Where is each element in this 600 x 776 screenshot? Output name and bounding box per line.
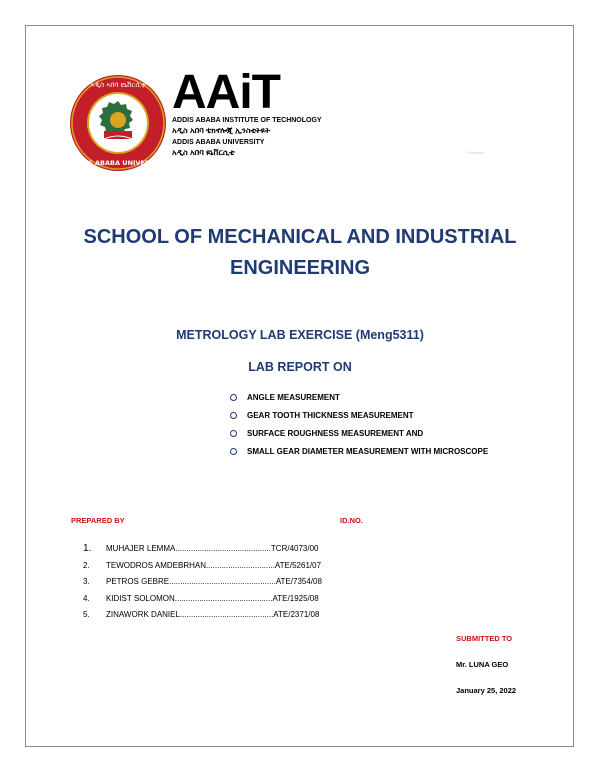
id-number-label: ID.NO. (340, 516, 363, 525)
list-item: 1. MUHAJER LEMMA...........................................TCR/4073/00 (83, 543, 319, 554)
list-item: 4. KIDIST SOLOMON............................................ATE/1925/08 (83, 593, 319, 603)
svg-text:ኣዲስ ኣበባ ዩኒቨርሲቲ: ኣዲስ ኣበባ ዩኒቨርሲቲ (90, 81, 146, 89)
brand-name: AAiT (172, 66, 280, 119)
list-item: SURFACE ROUGHNESS MEASUREMENT AND (230, 428, 500, 439)
list-item: GEAR TOOTH THICKNESS MEASUREMENT (230, 410, 500, 421)
topics-list (230, 392, 500, 464)
list-item: 5. ZINAWORK DANIEL..........................................ATE/2371/08 (83, 610, 320, 619)
school-title-line-2: ENGINEERING (229, 257, 371, 279)
list-item: 2. TEWODROS AMDEBRHAN...............................ATE/5261/07 (83, 560, 322, 570)
bullet-icon (230, 412, 237, 419)
seal-text: ADDIS ABABA UNIVERSITY (69, 159, 167, 167)
course-title: METROLOGY LAB EXERCISE (Meng5311) (176, 328, 424, 342)
prepared-by-label: PREPARED BY (71, 516, 125, 525)
submitted-to-name: Mr. LUNA GEO (456, 660, 509, 669)
report-heading: LAB REPORT ON (248, 360, 352, 374)
submission-date: January 25, 2022 (456, 686, 517, 695)
institute-name: ADDIS ABABA INSTITUTE OF TECHNOLOGY (172, 117, 322, 124)
bullet-icon (230, 430, 237, 437)
bullet-icon (230, 394, 237, 401)
university-name: ADDIS ABABA UNIVERSITY (172, 139, 265, 146)
university-seal-icon (68, 73, 168, 173)
members-list (83, 541, 403, 624)
list-item: ANGLE MEASUREMENT (230, 392, 500, 403)
university-name-amharic: አዲስ አበባ ዩኒቨርሲቲ (172, 148, 235, 157)
university-logo (68, 68, 368, 178)
list-item: SMALL GEAR DIAMETER MEASUREMENT WITH MICROSCOPE (230, 446, 500, 457)
submitted-to-label: SUBMITTED TO (456, 634, 513, 643)
bullet-icon (230, 448, 237, 455)
school-title (60, 222, 540, 284)
institute-name-amharic: አዲስ አበባ ቴክኖሎጂ ኢንስቲትዩት (172, 126, 271, 135)
list-item: 3. PETROS GEBRE................................................ATE/7354/08 (83, 577, 322, 586)
watermark: Powered (468, 150, 484, 155)
school-title-line-1: SCHOOL OF MECHANICAL AND INDUSTRIAL (83, 226, 517, 248)
